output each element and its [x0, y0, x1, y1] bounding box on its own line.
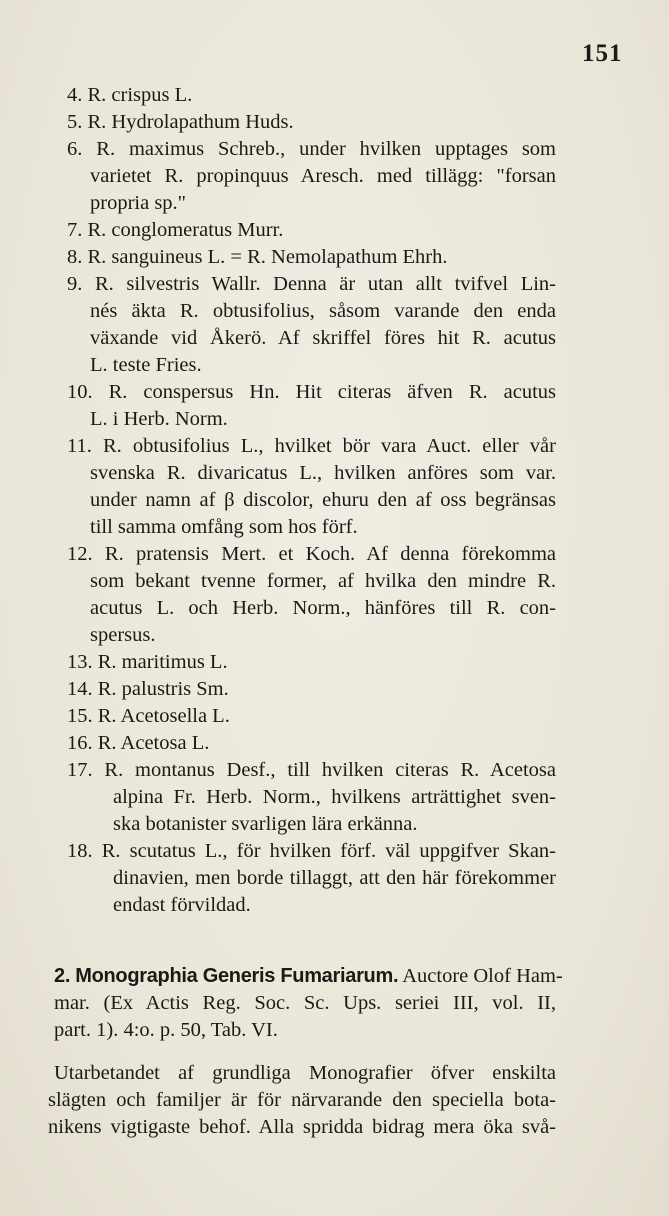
- list-item: 5. R. Hydrolapathum Huds.: [67, 111, 294, 133]
- section-citation: mar. (Ex Actis Reg. Soc. Sc. Ups. seriei III, vol. II,: [54, 992, 556, 1014]
- paragraph-line: nikens vigtigaste behof. Alla spridda bidrag mera öka svå-: [48, 1116, 556, 1138]
- list-item-continuation: under namn af β discolor, ehuru den af oss begränsas: [90, 489, 556, 511]
- list-item: 11. R. obtusifolius L., hvilket bör vara Auct. eller vår: [67, 435, 556, 457]
- list-item-continuation: dinavien, men borde tillaggt, att den här förekommer: [113, 867, 556, 889]
- list-item: 14. R. palustris Sm.: [67, 678, 229, 700]
- paragraph-line: slägten och familjer är för närvarande den speciella bota-: [48, 1089, 556, 1111]
- list-item-continuation: L. i Herb. Norm.: [90, 408, 228, 430]
- section-heading-line: [48, 963, 563, 990]
- list-item-continuation: acutus L. och Herb. Norm., hänföres till R. con-: [90, 597, 556, 619]
- list-item-continuation: svenska R. divaricatus L., hvilken anföres som var.: [90, 462, 556, 484]
- section-author: Auctore Olof Ham-: [402, 965, 563, 987]
- list-item: 13. R. maritimus L.: [67, 651, 228, 673]
- list-item: 18. R. scutatus L., för hvilken förf. väl uppgifver Skan-: [67, 840, 556, 862]
- list-item-continuation: endast förvildad.: [113, 894, 251, 916]
- list-item: 17. R. montanus Desf., till hvilken citeras R. Acetosa: [67, 759, 556, 781]
- list-item: 4. R. crispus L.: [67, 84, 193, 106]
- list-item-continuation: som bekant tvenne former, af hvilka den mindre R.: [90, 570, 556, 592]
- list-item-continuation: till samma omfång som hos förf.: [90, 516, 358, 538]
- page-number: 151: [582, 40, 623, 67]
- list-item-continuation: spersus.: [90, 624, 156, 646]
- list-item-continuation: ska botanister svarligen lära erkänna.: [113, 813, 418, 835]
- list-item-continuation: alpina Fr. Herb. Norm., hvilkens arträttighet sven-: [113, 786, 556, 808]
- list-item-continuation: propria sp.": [90, 192, 187, 214]
- list-item-continuation: nés äkta R. obtusifolius, såsom varande den enda: [90, 300, 556, 322]
- list-item: 9. R. silvestris Wallr. Denna är utan allt tvifvel Lin-: [67, 273, 556, 295]
- list-item: 15. R. Acetosella L.: [67, 705, 230, 727]
- list-item-continuation: L. teste Fries.: [90, 354, 202, 376]
- list-item: 8. R. sanguineus L. = R. Nemolapathum Ehrh.: [67, 246, 448, 268]
- list-item-continuation: varietet R. propinquus Aresch. med tillägg: "forsan: [90, 165, 556, 187]
- list-item: 16. R. Acetosa L.: [67, 732, 210, 754]
- list-item: 12. R. pratensis Mert. et Koch. Af denna förekomma: [67, 543, 556, 565]
- paragraph-line: Utarbetandet af grundliga Monografier öfver enskilta: [54, 1062, 556, 1084]
- section-citation: part. 1). 4:o. p. 50, Tab. VI.: [54, 1019, 278, 1041]
- list-item: 7. R. conglomeratus Murr.: [67, 219, 284, 241]
- species-list: [48, 82, 563, 1141]
- section-number: 2.: [54, 965, 71, 987]
- list-item-continuation: växande vid Åkerö. Af skriffel föres hit R. acutus: [90, 327, 556, 349]
- list-item: 10. R. conspersus Hn. Hit citeras äfven R. acutus: [67, 381, 556, 403]
- list-item: 6. R. maximus Schreb., under hvilken upptages som: [67, 138, 556, 160]
- section-title: Monographia Generis Fumariarum.: [75, 965, 399, 987]
